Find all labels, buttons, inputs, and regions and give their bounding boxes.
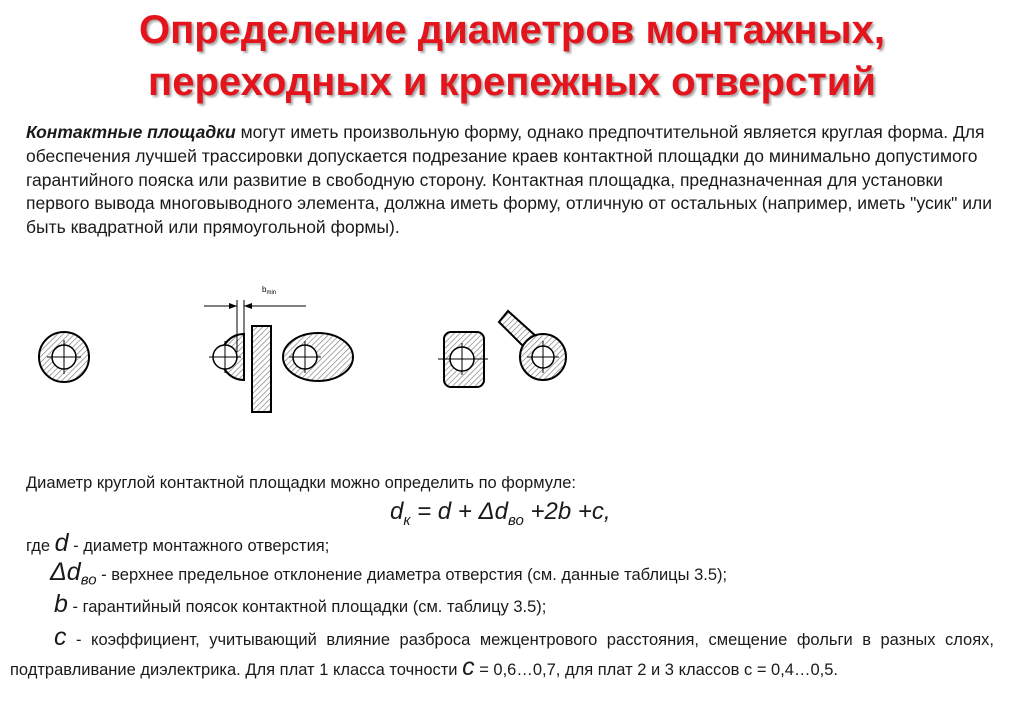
trimmed-pad (209, 334, 244, 380)
intro-paragraph (26, 121, 1001, 240)
def-d-text: - диаметр монтажного отверстия; (68, 537, 330, 555)
def-delta-sub: во (80, 571, 97, 589)
def-delta-symbol: Δd (50, 558, 81, 586)
def-c-text-1: - коэффициент, учитывающий влияние разброса межцентрового расстояния, смещение фольги в разных слоях, подтравливание диэлектрика. Для плат 1 класса точности (10, 631, 994, 679)
formula (390, 498, 611, 529)
title-line-1: Определение диаметров монтажных, (138, 8, 886, 52)
formula-tail: +2b +c, (523, 498, 611, 525)
def-delta (50, 558, 727, 588)
def-gde: где (26, 537, 55, 555)
svg-text:bmin (262, 285, 276, 296)
conductor-track (252, 326, 271, 412)
formula-k-sub: к (403, 511, 411, 529)
def-b (54, 590, 546, 619)
page-title (0, 4, 1024, 108)
def-d-symbol: d (54, 529, 69, 557)
formula-eq: = d + Δd (410, 498, 508, 525)
def-delta-text: - верхнее предельное отклонение диаметра отверстия (см. данные таблицы 3.5); (96, 566, 728, 584)
def-b-text: - гарантийный поясок контактной площадки (см. таблицу 3.5); (67, 598, 547, 616)
formula-d: d (390, 498, 404, 525)
intro-lead: Контактные площадки (26, 122, 236, 142)
title-line-2: переходных и крепежных отверстий (148, 60, 876, 104)
def-c-text-2: = 0,6…0,7, для плат 2 и 3 классов с = 0,4…0,5. (474, 661, 839, 679)
dim-label-sub: min (266, 290, 277, 296)
square-pad (438, 332, 488, 387)
tab-pad (499, 311, 566, 380)
def-b-symbol: b (54, 590, 68, 618)
dim-label-base: b (262, 285, 267, 294)
formula-intro: Диаметр круглой контактной площадки можно определить по формуле: (26, 474, 576, 492)
def-c-symbol-2: c (462, 653, 475, 681)
round-pad (39, 332, 89, 382)
intro-text: могут иметь произвольную форму, однако предпочтительной является круглая форма. Для обеспечения лучшей трассировки допускается подрезание краев контактной площадки до минимально допустимого гарантийного пояска или развитие в свободную сторону. Контактная площадка, предназначенная для установки первого вывода многовыводного элемента, должна иметь форму, отличную от остальных (например, иметь "усик" или быть квадратной или прямоугольной формы). (26, 122, 992, 238)
def-d (26, 529, 329, 558)
def-c (10, 624, 994, 684)
oval-pad (283, 333, 353, 381)
pad-shapes-figure (0, 278, 1024, 428)
def-c-symbol: c (54, 623, 67, 651)
formula-vo-sub: во (507, 511, 524, 529)
